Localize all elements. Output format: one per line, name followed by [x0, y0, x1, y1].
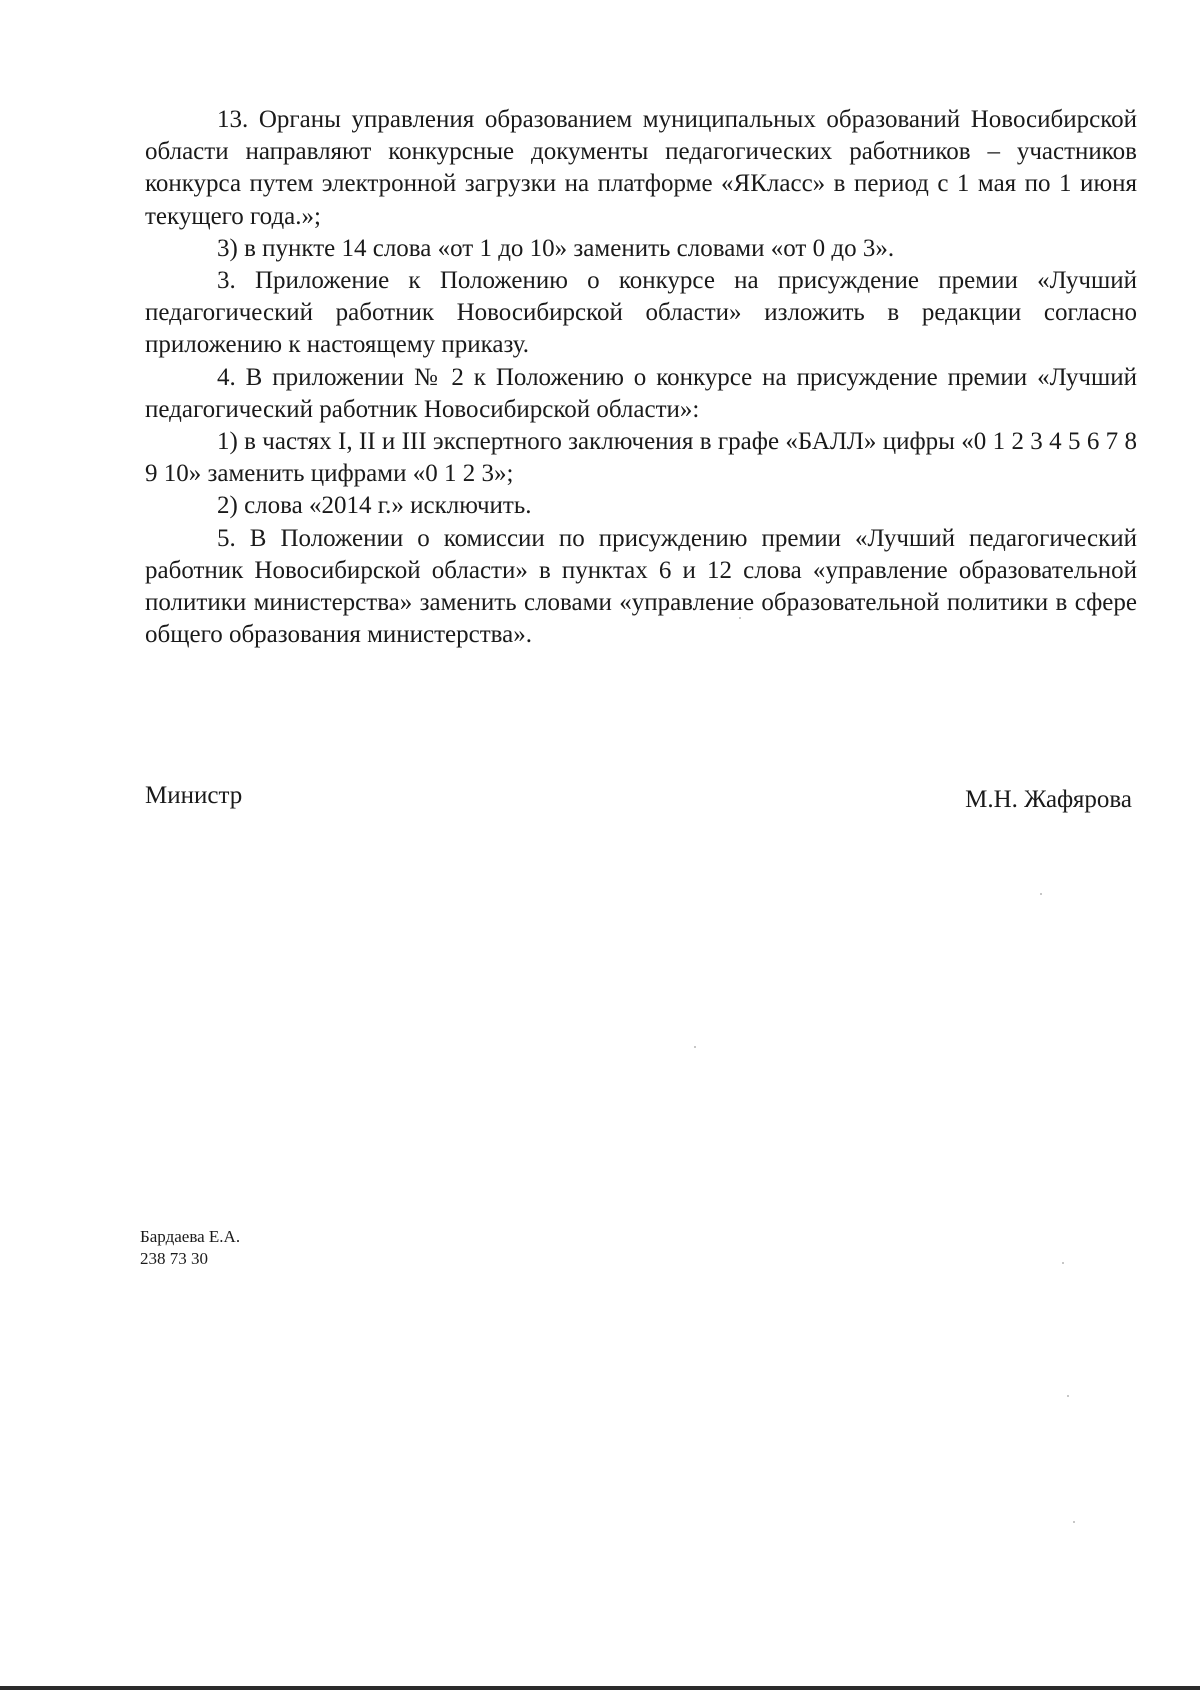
scan-speck: [694, 1046, 696, 1048]
scan-speck: [1062, 1262, 1064, 1264]
paragraph-subitem-3: 3) в пункте 14 слова «от 1 до 10» заменить словами «от 0 до 3».: [217, 234, 895, 262]
executor-name: Бардаева Е.А.: [140, 1227, 241, 1246]
paragraph-point-5: 5. В Положении о комиссии по присуждению премии «Лучший педагогический работник Новосибирской области» в пунктах 6 и 12 слова «управление образовательной политики министерства» заменить словами «управление образовательной политики в сфере общего образования министерства».: [145, 524, 1137, 649]
scan-bottom-edge: [0, 1686, 1200, 1690]
paragraph-point-3: 3. Приложение к Положению о конкурсе на присуждение премии «Лучший педагогический работник Новосибирской области» изложить в редакции согласно приложению к настоящему приказу.: [145, 267, 1137, 359]
paragraph-subitem-2: 2) слова «2014 г.» исключить.: [217, 492, 532, 520]
signatory-title: Министр: [145, 782, 243, 809]
signatory-name: М.Н. Жафярова: [965, 786, 1132, 813]
scan-speck: [739, 617, 741, 619]
paragraph-subitem-1: 1) в частях I, II и III экспертного заключения в графе «БАЛЛ» цифры «0 1 2 3 4 5 6 7 8 9 10» заменить цифрами «0 1 2 3»;: [145, 428, 1137, 488]
paragraph-point-4: 4. В приложении № 2 к Положению о конкурсе на присуждение премии «Лучший педагогический работник Новосибирской области»:: [145, 363, 1137, 423]
executor-phone: 238 73 30: [140, 1249, 208, 1268]
document-body: [145, 104, 1137, 651]
scan-speck: [1067, 1395, 1069, 1397]
scan-speck: [1040, 893, 1042, 895]
scan-speck: [1073, 1521, 1075, 1523]
executor-block: [140, 1226, 240, 1270]
paragraph-item-13: 13. Органы управления образованием муниципальных образований Новосибирской области направляют конкурсные документы педагогических работников – участников конкурса путем электронной загрузки на платформе «ЯКласс» в период с 1 мая по 1 июня текущего года.»;: [145, 106, 1137, 230]
